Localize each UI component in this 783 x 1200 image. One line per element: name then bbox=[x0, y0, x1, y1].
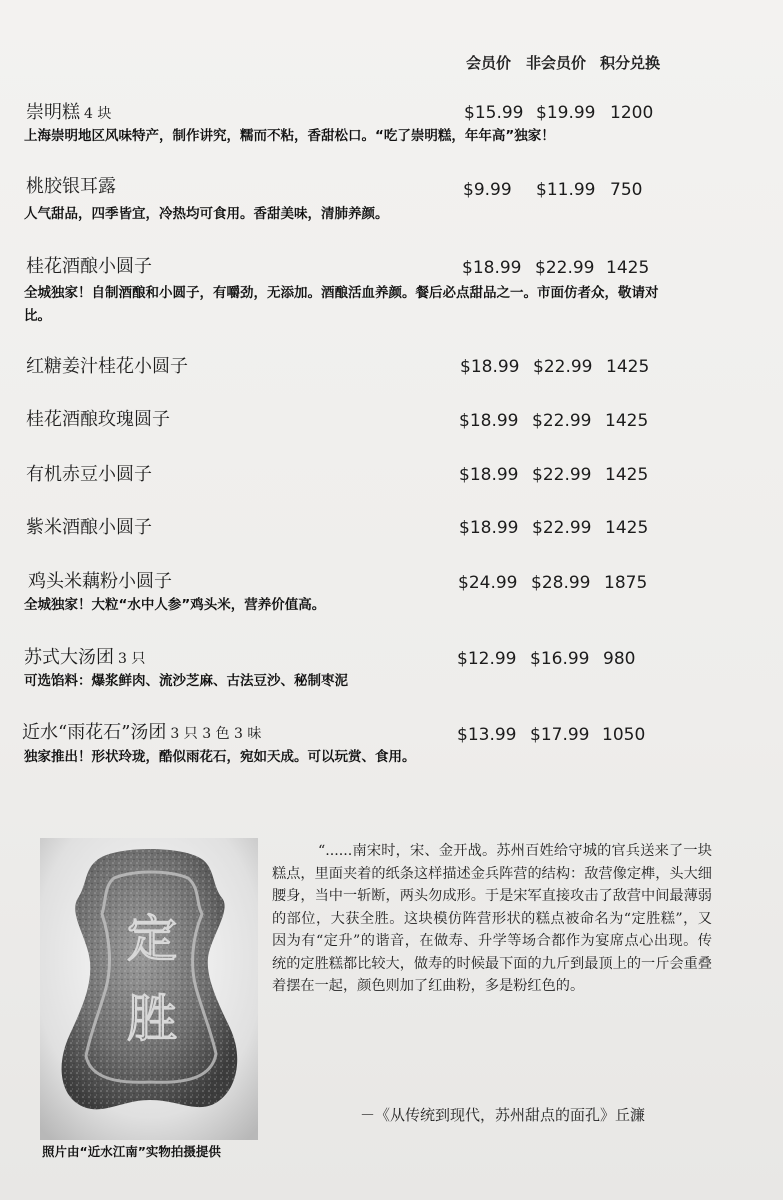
points-price: 1425 bbox=[605, 518, 649, 538]
nonmember-price: $22.99 bbox=[535, 258, 595, 278]
points-price: 1425 bbox=[605, 465, 649, 485]
member-price: $18.99 bbox=[459, 465, 519, 485]
item-description: 全城独家！大粒“水中人参”鸡头米，营养价值高。 bbox=[24, 597, 326, 613]
item-name: 鸡头米藕粉小圆子 bbox=[28, 571, 172, 592]
stamp-text-ding: 定 bbox=[127, 910, 177, 968]
member-price: $15.99 bbox=[464, 103, 524, 123]
item-description: 可选馅料：爆浆鲜肉、流沙芝麻、古法豆沙、秘制枣泥 bbox=[24, 673, 348, 689]
quote-text: “......南宋时，宋、金开战。苏州百姓给守城的官兵送来了一块糕点，里面夹着的纸条这样描述金兵阵营的结构：敌营像定榫，头大细腰身，当中一斩断，两头勿成形。于是宋军直接攻击了敌营中间最薄弱的部位，大获全胜。这块模仿阵营形状的糕点被命名为“定胜糕”，又因为有“定升”的谐音，在做寿、升学等场合都作为宴席点心出现。传统的定胜糕都比较大，做寿的时候最下面的九斤到最顶上的一斤会重叠着摆在一起，颜色则加了红曲粉，多是粉红色的。 bbox=[272, 843, 712, 994]
dingsheng-cake-photo bbox=[40, 838, 258, 1140]
item-name: 苏式大汤团 3 只 bbox=[24, 647, 146, 668]
points-price: 1425 bbox=[606, 258, 650, 278]
nonmember-price: $28.99 bbox=[531, 573, 591, 593]
nonmember-price: $22.99 bbox=[532, 411, 592, 431]
member-price: $18.99 bbox=[460, 357, 520, 377]
item-quantity: 3 只 3 色 3 味 bbox=[170, 726, 262, 742]
points-price: 1425 bbox=[605, 411, 649, 431]
member-price: $12.99 bbox=[457, 649, 517, 669]
member-price: $13.99 bbox=[457, 725, 517, 745]
points-price: 1200 bbox=[610, 103, 654, 123]
item-description: 独家推出！形状玲珑，酷似雨花石，宛如天成。可以玩赏、食用。 bbox=[24, 749, 416, 765]
item-description: 全城独家！自制酒酿和小圆子，有嚼劲，无添加。酒酿活血养颜。餐后必点甜品之一。市面仿者众，敬请对比。 bbox=[24, 285, 659, 324]
points-header: 积分兑换 bbox=[600, 54, 661, 72]
member-price: $18.99 bbox=[459, 411, 519, 431]
member-price: $18.99 bbox=[462, 258, 522, 278]
stamp-text-sheng: 胜 bbox=[127, 990, 177, 1048]
nonmember-price: $22.99 bbox=[533, 357, 593, 377]
item-name: 近水“雨花石”汤团 3 只 3 色 3 味 bbox=[22, 722, 262, 743]
item-description: 人气甜品，四季皆宜，冷热均可食用。香甜美味，清肺养颜。 bbox=[24, 206, 389, 222]
points-price: 980 bbox=[603, 649, 636, 669]
item-quantity: 3 只 bbox=[118, 651, 146, 667]
member-price: $18.99 bbox=[459, 518, 519, 538]
item-name: 桂花酒酿玫瑰圆子 bbox=[26, 409, 170, 430]
member-price-header: 会员价 bbox=[466, 54, 512, 72]
points-price: 1425 bbox=[606, 357, 650, 377]
item-name: 紫米酒酿小圆子 bbox=[26, 517, 152, 538]
nonmember-price: $11.99 bbox=[536, 180, 596, 200]
member-price: $9.99 bbox=[463, 180, 512, 200]
item-name: 桂花酒酿小圆子 bbox=[26, 256, 152, 277]
nonmember-price: $22.99 bbox=[532, 465, 592, 485]
nonmember-price: $16.99 bbox=[530, 649, 590, 669]
nonmember-price: $19.99 bbox=[536, 103, 596, 123]
item-name: 崇明糕 4 块 bbox=[26, 102, 112, 123]
nonmember-price: $22.99 bbox=[532, 518, 592, 538]
item-quantity: 4 块 bbox=[84, 106, 112, 122]
item-description: 上海崇明地区风味特产，制作讲究，糯而不粘，香甜松口。“吃了崇明糕，年年高”独家！ bbox=[24, 128, 555, 144]
quote-citation: －《从传统到现代，苏州甜点的面孔》丘濂 bbox=[360, 1106, 646, 1124]
nonmember-price: $17.99 bbox=[530, 725, 590, 745]
nonmember-price-header: 非会员价 bbox=[526, 54, 587, 72]
points-price: 1050 bbox=[602, 725, 646, 745]
item-name: 桃胶银耳露 bbox=[26, 176, 116, 197]
points-price: 1875 bbox=[604, 573, 648, 593]
member-price: $24.99 bbox=[458, 573, 518, 593]
photo-caption: 照片由“近水江南”实物拍摄提供 bbox=[42, 1144, 221, 1159]
points-price: 750 bbox=[610, 180, 643, 200]
item-name: 红糖姜汁桂花小圆子 bbox=[26, 356, 188, 377]
item-name: 有机赤豆小圆子 bbox=[26, 464, 152, 485]
